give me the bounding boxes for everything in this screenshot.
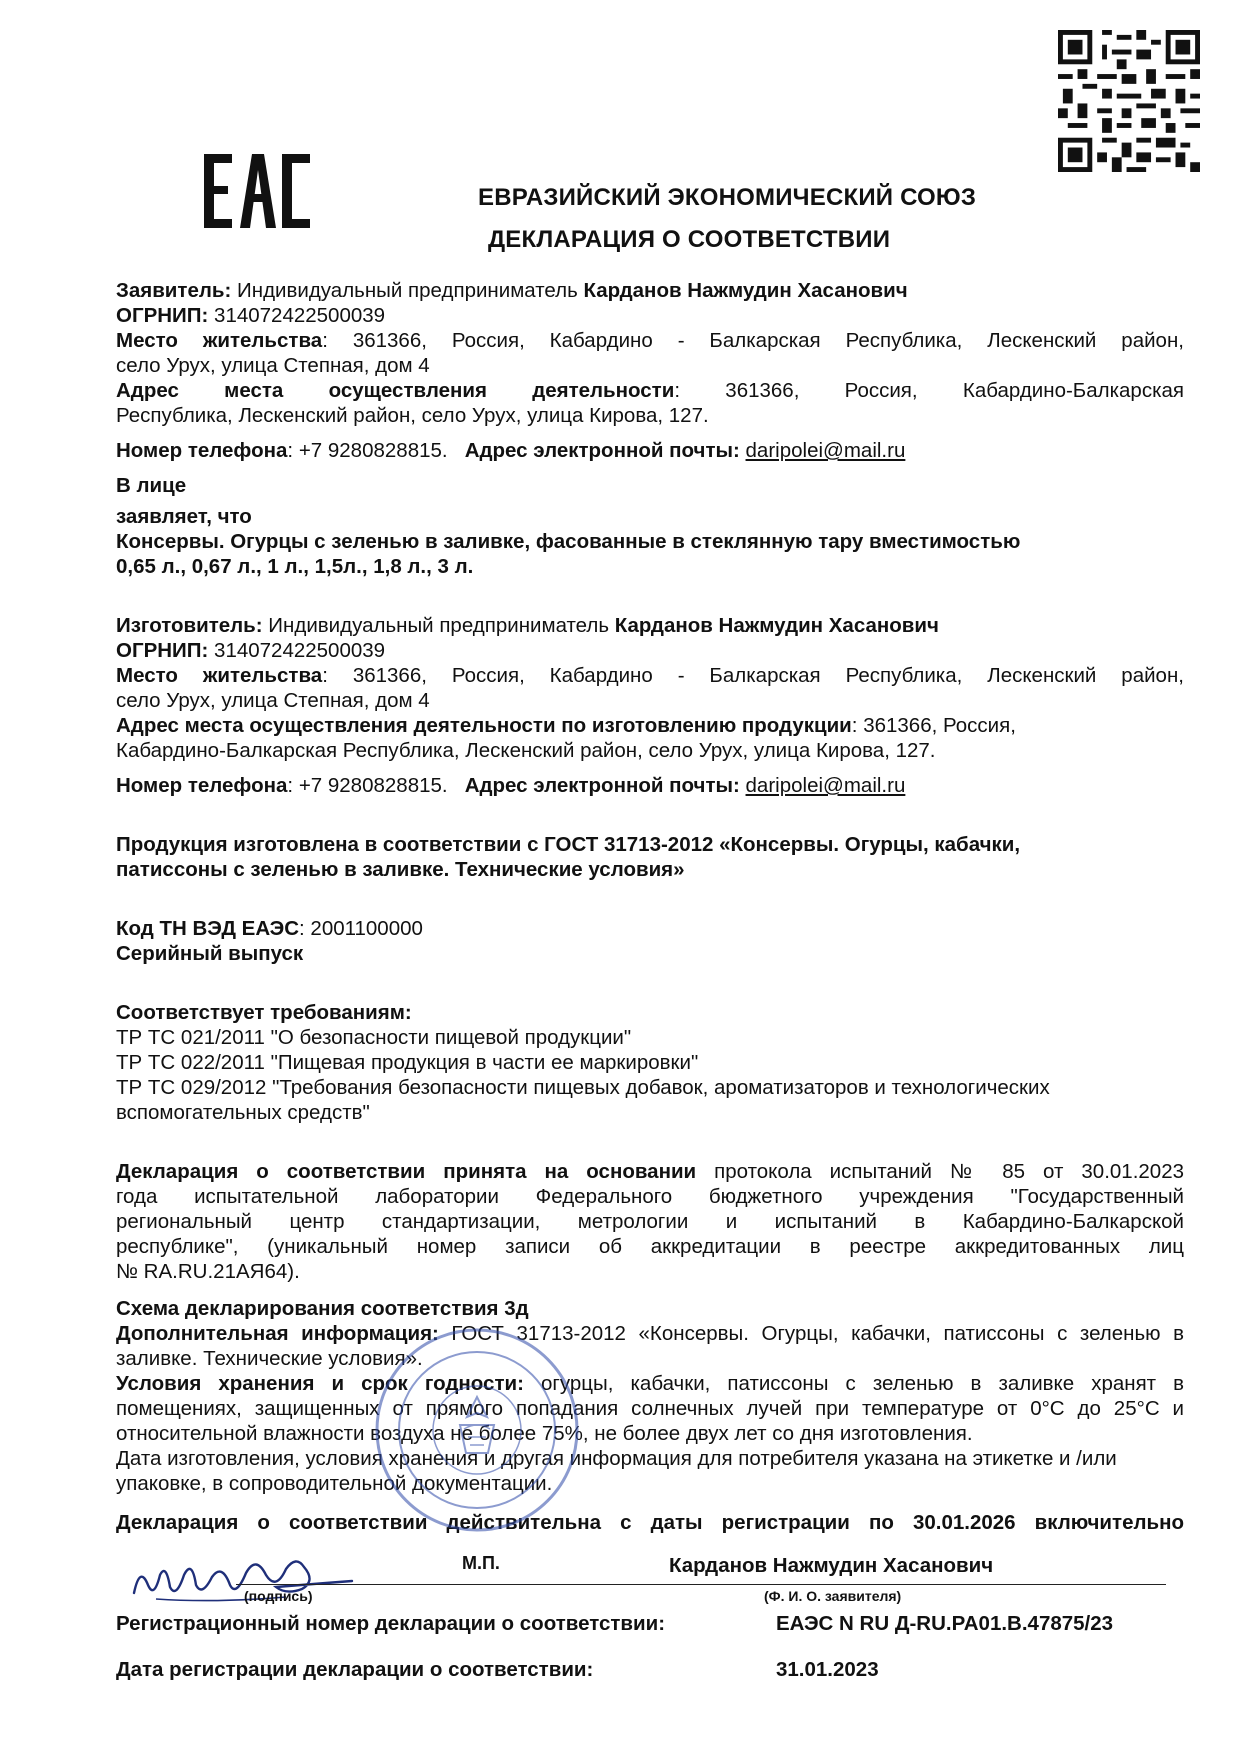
additional-text: ГОСТ 31713-2012 «Консервы. Огурцы, кабачки, патиссоны с зеленью в (438, 1322, 1184, 1345)
manufacturer-label: Изготовитель: (116, 614, 263, 637)
storage-text-5: упаковке, в сопроводительной документации. (116, 1472, 553, 1495)
requirement-item: ТР ТС 029/2012 "Требования безопасности пищевых добавок, ароматизаторов и технологических (116, 1076, 1050, 1099)
requirement-item: вспомогательных средств" (116, 1101, 370, 1124)
applicant-phone: : +7 9280828815. (287, 439, 448, 462)
storage-text-2: помещениях, защищенных от прямого попадания солнечных лучей при температуре от 0°С до 25°С и (116, 1397, 1184, 1420)
eac-mark-icon (202, 150, 312, 232)
seal-stamp-icon (372, 1325, 582, 1535)
registration-number-label: Регистрационный номер декларации о соответствии: (116, 1612, 666, 1635)
manufacturer-ogrnip: 314072422500039 (214, 639, 386, 662)
registration-number: ЕАЭС N RU Д-RU.PA01.B.47875/23 (776, 1612, 1114, 1635)
code-label: Код ТН ВЭД ЕАЭС (116, 917, 300, 940)
residence-label: Место жительства (116, 664, 323, 687)
phone-label: Номер телефона (116, 774, 288, 797)
applicant-residence: : 361366, Россия, Кабардино - Балкарская Республика, Лескенский район, (322, 329, 1184, 352)
email-label: Адрес электронной почты: (464, 774, 740, 797)
applicant-label: Заявитель: (116, 279, 232, 302)
signature-line (236, 1584, 1166, 1585)
in-person-label: В лице (116, 474, 187, 497)
declaration-body (116, 278, 1184, 1535)
applicant-ogrnip: 314072422500039 (214, 304, 386, 327)
signature-caption: (подпись) (244, 1588, 313, 1604)
mp-label: М.П. (462, 1553, 500, 1573)
storage-text: огурцы, кабачки, патиссоны с зеленью в заливке хранят в (523, 1372, 1185, 1395)
manufacturer-residence: : 361366, Россия, Кабардино - Балкарская Республика, Лескенский район, (322, 664, 1184, 687)
applicant-line (116, 278, 1184, 303)
additional-text-2: заливке. Технические условия». (116, 1347, 423, 1370)
storage-text-3: относительной влажности воздуха не более 75%, не более двух лет со дня изготовления. (116, 1422, 973, 1445)
basis-text-5: № RA.RU.21АЯ64). (116, 1260, 300, 1283)
manufacturer-type: Индивидуальный предприниматель (268, 614, 610, 637)
signatory-name: Карданов Нажмудин Хасанович (669, 1554, 994, 1577)
registration-date: 31.01.2023 (776, 1658, 879, 1681)
manufacturer-phone: : +7 9280828815. (287, 774, 448, 797)
declaration-title: ДЕКЛАРАЦИЯ О СООТВЕТСТВИИ (488, 226, 891, 253)
basis-text-3: региональный центр стандартизации, метрологии и испытаний в Кабардино-Балкарской (116, 1210, 1184, 1233)
declares-label: заявляет, что (116, 505, 252, 528)
validity-statement: Декларация о соответствии действительна с даты регистрации по 30.01.2026 включительно (116, 1511, 1184, 1534)
manufacturer-activity: : 361366, Россия, (851, 714, 1016, 737)
ogrnip-label: ОГРНИП: (116, 304, 209, 327)
product-volumes: 0,65 л., 0,67 л., 1 л., 1,5л., 1,8 л., 3 л. (116, 555, 474, 578)
storage-label: Условия хранения и срок годности: (116, 1372, 524, 1395)
qr-code-icon (1058, 30, 1200, 172)
applicant-activity-2: Республика, Лескенский район, село Урух, улица Кирова, 127. (116, 404, 709, 427)
residence-label: Место жительства (116, 329, 323, 352)
applicant-email-link[interactable]: daripolei@mail.ru (745, 439, 906, 462)
basis-text-2: года испытательной лаборатории Федерального бюджетного учреждения "Государственный (116, 1185, 1184, 1208)
scheme-label: Схема декларирования соответствия 3д (116, 1297, 529, 1320)
requirement-item: ТР ТС 022/2011 "Пищевая продукция в части ее маркировки" (116, 1051, 699, 1074)
activity-label: Адрес места осуществления деятельности (116, 379, 675, 402)
ogrnip-label: ОГРНИП: (116, 639, 209, 662)
email-label: Адрес электронной почты: (464, 439, 740, 462)
manufacturer-name: Карданов Нажмудин Хасанович (614, 614, 939, 637)
serial-label: Серийный выпуск (116, 942, 304, 965)
product-name: Консервы. Огурцы с зеленью в заливке, фасованные в стеклянную тару вместимостью (116, 530, 1021, 553)
manufacturer-email-link[interactable]: daripolei@mail.ru (745, 774, 906, 797)
requirements-label: Соответствует требованиям: (116, 1001, 412, 1024)
standard-line: Продукция изготовлена в соответствии с ГОСТ 31713-2012 «Консервы. Огурцы, кабачки, (116, 833, 1021, 856)
applicant-type: Индивидуальный предприниматель (237, 279, 578, 302)
applicant-activity: : 361366, Россия, Кабардино-Балкарская (674, 379, 1184, 402)
fio-caption: (Ф. И. О. заявителя) (764, 1588, 902, 1604)
basis-text-4: республике", (уникальный номер записи об аккредитации в реестре аккредитованных лиц (116, 1235, 1184, 1258)
applicant-residence-2: село Урух, улица Степная, дом 4 (116, 354, 430, 377)
signature-icon (126, 1545, 356, 1605)
basis-label: Декларация о соответствии принята на основании (116, 1160, 697, 1183)
registration-date-label: Дата регистрации декларации о соответствии: (116, 1658, 594, 1681)
standard-line-2: патиссоны с зеленью в заливке. Технические условия» (116, 858, 685, 881)
applicant-name: Карданов Нажмудин Хасанович (583, 279, 908, 302)
activity-label: Адрес места осуществления деятельности по изготовлению продукции (116, 714, 852, 737)
requirement-item: ТР ТС 021/2011 "О безопасности пищевой продукции" (116, 1026, 632, 1049)
manufacturer-activity-2: Кабардино-Балкарская Республика, Лескенский район, село Урух, улица Кирова, 127. (116, 739, 936, 762)
union-title: ЕВРАЗИЙСКИЙ ЭКОНОМИЧЕСКИЙ СОЮЗ (478, 184, 977, 211)
additional-label: Дополнительная информация: (116, 1322, 439, 1345)
manufacturer-residence-2: село Урух, улица Степная, дом 4 (116, 689, 430, 712)
storage-text-4: Дата изготовления, условия хранения и другая информация для потребителя указана на этикетке и /или (116, 1447, 1117, 1470)
phone-label: Номер телефона (116, 439, 288, 462)
code-value: : 2001100000 (299, 917, 423, 940)
basis-text: протокола испытаний № 85 от 30.01.2023 (696, 1160, 1184, 1183)
